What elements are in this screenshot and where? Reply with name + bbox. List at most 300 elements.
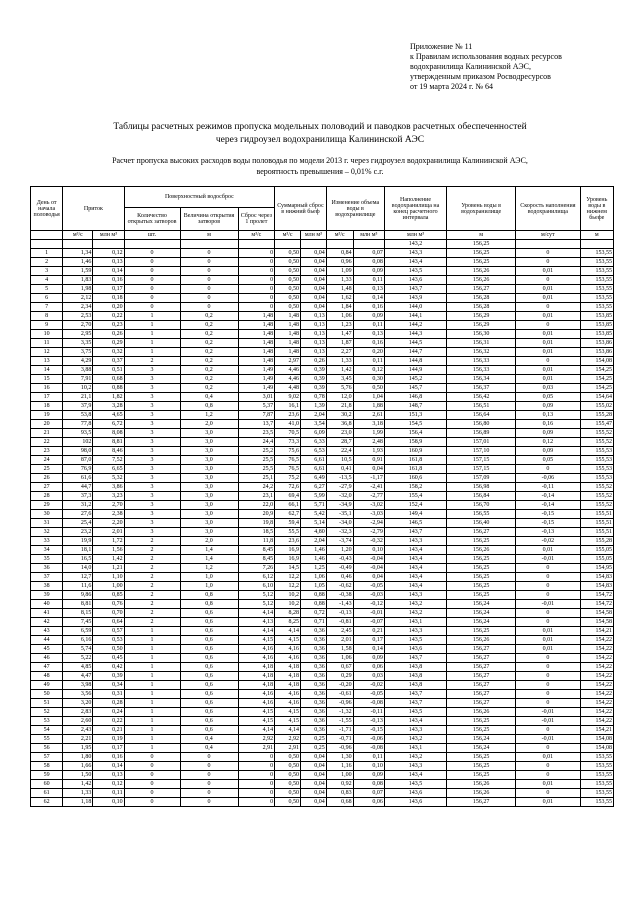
- table-cell: 25,4: [63, 519, 93, 528]
- table-cell: 154,21: [580, 627, 613, 636]
- table-cell: 2,91: [238, 744, 275, 753]
- table-cell: -0,13: [516, 528, 581, 537]
- table-cell: 66,1: [275, 501, 301, 510]
- table-cell: 3: [124, 393, 180, 402]
- table-cell: 1,42: [326, 366, 353, 375]
- table-cell: 0,21: [93, 726, 124, 735]
- table-cell: 8: [31, 312, 63, 321]
- table-cell: 98,0: [63, 447, 93, 456]
- table-cell: 0: [238, 762, 275, 771]
- table-cell: 1,50: [63, 771, 93, 780]
- table-cell: 0,6: [180, 690, 238, 699]
- table-cell: 1,48: [238, 312, 275, 321]
- table-cell: 0,67: [326, 663, 353, 672]
- table-cell: 0: [516, 465, 581, 474]
- table-cell: 0,07: [353, 249, 384, 258]
- table-cell: 1,48: [275, 312, 301, 321]
- table-cell: 1,48: [275, 339, 301, 348]
- table-cell: -0,96: [326, 699, 353, 708]
- table-cell: 0,6: [180, 672, 238, 681]
- table-cell: 0: [180, 780, 238, 789]
- header-tail-level: Уровень воды в нижнем бьефе: [580, 187, 613, 231]
- table-cell: 143,3: [384, 537, 446, 546]
- table-cell: 4,18: [238, 672, 275, 681]
- table-cell: 0: [180, 789, 238, 798]
- table-cell: 0: [516, 663, 581, 672]
- table-cell: 10,5: [326, 456, 353, 465]
- table-cell: 153,86: [580, 339, 613, 348]
- table-cell: 3: [124, 528, 180, 537]
- table-cell: 1,0: [180, 582, 238, 591]
- header-spillway: Поверхностный водосброс: [124, 187, 275, 208]
- table-cell: 5,32: [93, 474, 124, 483]
- table-cell: 145,2: [384, 375, 446, 384]
- table-cell: 0: [180, 249, 238, 258]
- table-cell: 4,14: [238, 609, 275, 618]
- table-cell: 25,2: [238, 447, 275, 456]
- table-cell: 0,6: [180, 636, 238, 645]
- table-cell: -0,01: [516, 555, 581, 564]
- table-cell: 5,12: [238, 600, 275, 609]
- table-cell: 143,2: [384, 735, 446, 744]
- table-cell: 1,95: [63, 744, 93, 753]
- table-cell: 40: [31, 600, 63, 609]
- table-cell: 2,48: [353, 438, 384, 447]
- table-cell: 0: [124, 276, 180, 285]
- table-cell: 0,36: [300, 690, 326, 699]
- table-cell: 156,26: [447, 546, 516, 555]
- table-cell: 0,39: [300, 384, 326, 393]
- table-cell: 2,91: [275, 744, 301, 753]
- table-cell: 0,01: [516, 348, 581, 357]
- table-cell: 10,2: [275, 591, 301, 600]
- table-cell: 144,5: [384, 339, 446, 348]
- table-cell: 0,68: [93, 375, 124, 384]
- table-cell: 156,98: [447, 483, 516, 492]
- table-cell: 156,25: [447, 771, 516, 780]
- table-cell: 156,25: [447, 762, 516, 771]
- table-cell: 23,6: [275, 537, 301, 546]
- table-cell: 46: [31, 654, 63, 663]
- table-cell: 3: [31, 267, 63, 276]
- table-cell: 0,20: [353, 348, 384, 357]
- table-row: [31, 267, 614, 276]
- table-cell: 19: [31, 411, 63, 420]
- table-cell: 153,55: [580, 294, 613, 303]
- table-cell: 1,04: [353, 393, 384, 402]
- table-cell: 3: [124, 411, 180, 420]
- table-cell: 0,09: [516, 402, 581, 411]
- table-cell: 1,23: [326, 321, 353, 330]
- header-gate-opening: Величина открытия затворов: [180, 208, 238, 231]
- table-cell: 0,2: [180, 339, 238, 348]
- table-cell: 0,50: [275, 258, 301, 267]
- table-cell: 155,53: [580, 456, 613, 465]
- table-cell: 155,52: [580, 492, 613, 501]
- table-cell: 0,09: [353, 267, 384, 276]
- table-cell: 156,24: [447, 609, 516, 618]
- table-cell: 1,84: [326, 303, 353, 312]
- table-cell: 22: [31, 438, 63, 447]
- table-cell: 1,49: [238, 366, 275, 375]
- table-cell: 0,01: [516, 312, 581, 321]
- table-cell: 1,06: [300, 573, 326, 582]
- table-cell: 9,86: [63, 591, 93, 600]
- appendix-line: утвержденным приказом Росводресурсов: [410, 72, 551, 81]
- table-cell: 2: [124, 573, 180, 582]
- table-cell: 0,6: [180, 681, 238, 690]
- table-cell: -0,05: [353, 582, 384, 591]
- table-cell: 0: [516, 591, 581, 600]
- table-cell: 0: [516, 726, 581, 735]
- table-cell: 39: [31, 591, 63, 600]
- table-cell: 4,16: [275, 654, 301, 663]
- table-cell: 3,0: [180, 519, 238, 528]
- table-cell: -0,96: [326, 744, 353, 753]
- table-cell: 27: [31, 483, 63, 492]
- table-cell: 1: [124, 312, 180, 321]
- table-cell: 154,22: [580, 672, 613, 681]
- table-cell: 75,6: [275, 447, 301, 456]
- unit-cell: м: [580, 231, 613, 240]
- table-cell: 7,91: [63, 375, 93, 384]
- table-cell: 0,01: [516, 798, 581, 807]
- table-cell: 16,9: [275, 546, 301, 555]
- table-cell: 161,8: [384, 465, 446, 474]
- table-cell: 0,09: [353, 654, 384, 663]
- table-cell: 156,25: [447, 564, 516, 573]
- table-cell: 2,92: [238, 735, 275, 744]
- table-cell: 156,80: [447, 420, 516, 429]
- unit-cell: м³/с: [275, 231, 301, 240]
- table-cell: 7,45: [63, 618, 93, 627]
- table-cell: 0,41: [326, 465, 353, 474]
- table-cell: 1: [124, 339, 180, 348]
- table-cell: 42: [31, 618, 63, 627]
- table-cell: 27,6: [63, 510, 93, 519]
- table-cell: 0,01: [516, 366, 581, 375]
- table-cell: 1: [124, 708, 180, 717]
- table-cell: 2,43: [63, 726, 93, 735]
- table-cell: 143,5: [384, 636, 446, 645]
- table-cell: 0,51: [93, 366, 124, 375]
- table-cell: 1: [124, 690, 180, 699]
- table-cell: 3,0: [180, 447, 238, 456]
- table-cell: 0: [516, 618, 581, 627]
- table-cell: 0,04: [300, 267, 326, 276]
- table-cell: 3,75: [63, 348, 93, 357]
- table-row: [31, 537, 614, 546]
- unit-cell: м³/с: [63, 231, 93, 240]
- table-cell: 1,48: [275, 330, 301, 339]
- table-cell: 3: [124, 420, 180, 429]
- table-cell: 1,09: [326, 267, 353, 276]
- table-cell: 0,09: [353, 312, 384, 321]
- table-cell: 3: [124, 483, 180, 492]
- table-cell: 12,7: [63, 573, 93, 582]
- table-cell: 1,33: [326, 357, 353, 366]
- table-cell: 76,5: [275, 456, 301, 465]
- table-cell: 6: [31, 294, 63, 303]
- table-cell: 2,27: [326, 348, 353, 357]
- table-cell: 43: [31, 627, 63, 636]
- table-cell: 75,2: [275, 474, 301, 483]
- table-cell: -0,13: [326, 609, 353, 618]
- table-cell: 8,45: [238, 555, 275, 564]
- table-cell: 21,8: [326, 402, 353, 411]
- table-cell: 156,24: [447, 600, 516, 609]
- table-cell: 4,16: [238, 699, 275, 708]
- unit-cell: м³/с: [238, 231, 275, 240]
- table-cell: 153,55: [580, 753, 613, 762]
- table-cell: 6,72: [93, 420, 124, 429]
- table-cell: 1,49: [238, 375, 275, 384]
- table-cell: 23,2: [63, 528, 93, 537]
- table-cell: 0,6: [180, 645, 238, 654]
- table-cell: 1,0: [180, 573, 238, 582]
- table-cell: 153,86: [580, 348, 613, 357]
- table-cell: 3,54: [300, 420, 326, 429]
- table-cell: [238, 240, 275, 249]
- table-cell: 143,5: [384, 708, 446, 717]
- table-cell: -0,01: [353, 609, 384, 618]
- table-cell: 4,18: [275, 672, 301, 681]
- table-cell: 1,30: [326, 753, 353, 762]
- table-cell: 2,70: [93, 501, 124, 510]
- table-cell: 4,46: [275, 375, 301, 384]
- table-cell: 0: [516, 609, 581, 618]
- table-cell: -0,08: [353, 744, 384, 753]
- table-cell: 0,30: [353, 375, 384, 384]
- table-cell: 3: [124, 501, 180, 510]
- table-cell: 154,83: [580, 573, 613, 582]
- table-row: [31, 519, 614, 528]
- table-cell: 0,13: [516, 411, 581, 420]
- table-cell: 3: [124, 456, 180, 465]
- table-cell: 143,5: [384, 267, 446, 276]
- table-cell: 6,59: [63, 627, 93, 636]
- table-cell: 1,42: [93, 555, 124, 564]
- table-cell: 0: [124, 771, 180, 780]
- table-cell: 143,8: [384, 663, 446, 672]
- table-cell: 153,55: [580, 762, 613, 771]
- table-cell: 36: [31, 564, 63, 573]
- table-cell: 3,0: [180, 492, 238, 501]
- unit-cell: млн м³: [300, 231, 326, 240]
- table-cell: 0,4: [180, 393, 238, 402]
- table-cell: 149,4: [384, 510, 446, 519]
- table-cell: 0,01: [516, 753, 581, 762]
- table-cell: 0: [516, 582, 581, 591]
- table-cell: 156,28: [447, 303, 516, 312]
- table-cell: 0: [516, 744, 581, 753]
- table-cell: 76,9: [63, 465, 93, 474]
- table-cell: -32,3: [326, 528, 353, 537]
- table-cell: 153,55: [580, 303, 613, 312]
- table-cell: 0,50: [275, 780, 301, 789]
- table-cell: 156,31: [447, 339, 516, 348]
- table-cell: 0,04: [300, 303, 326, 312]
- table-cell: 7,87: [238, 411, 275, 420]
- table-cell: 28: [31, 492, 63, 501]
- table-cell: 153,85: [580, 312, 613, 321]
- table-cell: 154,22: [580, 690, 613, 699]
- table-cell: 154,22: [580, 681, 613, 690]
- table-cell: 154,25: [580, 384, 613, 393]
- unit-cell: шт.: [124, 231, 180, 240]
- table-cell: 49: [31, 681, 63, 690]
- table-cell: 2,45: [326, 627, 353, 636]
- table-cell: 37,9: [63, 402, 93, 411]
- table-cell: 156,27: [447, 645, 516, 654]
- table-body: [31, 240, 614, 807]
- table-cell: 1,21: [93, 564, 124, 573]
- table-cell: 157,15: [447, 456, 516, 465]
- table-cell: 50: [31, 690, 63, 699]
- table-cell: 156,25: [447, 627, 516, 636]
- table-cell: 59,4: [275, 519, 301, 528]
- table-cell: 144,3: [384, 330, 446, 339]
- table-cell: 1,48: [275, 348, 301, 357]
- table-cell: 156,26: [447, 708, 516, 717]
- table-cell: 144,8: [384, 357, 446, 366]
- table-cell: 72,6: [275, 483, 301, 492]
- unit-cell: млн м³: [384, 231, 446, 240]
- table-cell: 0,25: [300, 744, 326, 753]
- table-cell: 0,05: [516, 456, 581, 465]
- table-cell: 0,08: [353, 780, 384, 789]
- table-cell: -35,1: [326, 510, 353, 519]
- table-cell: 2: [124, 600, 180, 609]
- table-row: [31, 339, 614, 348]
- table-cell: 2: [124, 537, 180, 546]
- table-cell: 55: [31, 735, 63, 744]
- table-cell: 2,20: [93, 519, 124, 528]
- table-cell: 154,5: [384, 420, 446, 429]
- table-cell: 0,01: [516, 546, 581, 555]
- table-cell: 0,36: [300, 627, 326, 636]
- table-cell: 0,53: [93, 636, 124, 645]
- table-cell: 0,4: [180, 744, 238, 753]
- table-cell: 143,2: [384, 240, 446, 249]
- table-cell: 0,21: [353, 627, 384, 636]
- table-cell: 0,16: [516, 420, 581, 429]
- table-cell: 0: [238, 303, 275, 312]
- table-cell: 0: [124, 258, 180, 267]
- table-cell: 14: [31, 366, 63, 375]
- table-cell: 156,32: [447, 348, 516, 357]
- table-cell: 3: [124, 447, 180, 456]
- table-cell: -2,79: [353, 528, 384, 537]
- table-cell: 0,50: [275, 285, 301, 294]
- table-cell: -0,04: [353, 564, 384, 573]
- table-cell: [275, 240, 301, 249]
- table-cell: 0,13: [300, 330, 326, 339]
- table-cell: 0: [516, 249, 581, 258]
- table-cell: 0,29: [93, 339, 124, 348]
- table-cell: 4,65: [93, 411, 124, 420]
- table-cell: 0: [124, 303, 180, 312]
- table-row: [31, 420, 614, 429]
- table-cell: 8,08: [93, 429, 124, 438]
- table-cell: 25: [31, 465, 63, 474]
- table-cell: 156,29: [447, 312, 516, 321]
- table-cell: 4,13: [238, 618, 275, 627]
- table-cell: 0,50: [275, 267, 301, 276]
- table-cell: 1,48: [326, 285, 353, 294]
- table-cell: 4,85: [63, 663, 93, 672]
- table-cell: 0,71: [300, 618, 326, 627]
- table-cell: 156,40: [447, 519, 516, 528]
- table-cell: 1,56: [93, 546, 124, 555]
- table-row: [31, 555, 614, 564]
- table-cell: 155,52: [580, 483, 613, 492]
- table-cell: 0,6: [180, 726, 238, 735]
- table-cell: 3: [124, 384, 180, 393]
- table-cell: 2,95: [63, 330, 93, 339]
- table-cell: 0: [180, 303, 238, 312]
- table-cell: 0,26: [300, 357, 326, 366]
- table-row: [31, 654, 614, 663]
- table-cell: 0,88: [300, 600, 326, 609]
- table-cell: 55,5: [275, 528, 301, 537]
- table-cell: 0,01: [516, 285, 581, 294]
- unit-cell: м/сут: [516, 231, 581, 240]
- table-cell: [31, 240, 63, 249]
- table-cell: 0,12: [93, 249, 124, 258]
- table-cell: 6,61: [300, 456, 326, 465]
- table-cell: 0,36: [300, 726, 326, 735]
- table-cell: 0: [238, 267, 275, 276]
- table-cell: 0,70: [93, 609, 124, 618]
- table-cell: 30,2: [326, 411, 353, 420]
- table-cell: 4,16: [275, 690, 301, 699]
- table-cell: 143,4: [384, 582, 446, 591]
- unit-cell: м: [180, 231, 238, 240]
- table-cell: 2,01: [93, 528, 124, 537]
- table-cell: 155,47: [580, 420, 613, 429]
- table-cell: 1,48: [238, 321, 275, 330]
- table-cell: 0,36: [300, 681, 326, 690]
- table-cell: 3,28: [93, 402, 124, 411]
- table-cell: 146,5: [384, 519, 446, 528]
- table-cell: 3,0: [180, 510, 238, 519]
- table-cell: 2,92: [275, 735, 301, 744]
- table-cell: -0,14: [516, 492, 581, 501]
- table-cell: 3,35: [63, 339, 93, 348]
- table-cell: 0,39: [93, 672, 124, 681]
- table-cell: -0,15: [353, 726, 384, 735]
- table-cell: 0,57: [93, 627, 124, 636]
- table-cell: 25,5: [238, 456, 275, 465]
- table-cell: 143,8: [384, 672, 446, 681]
- table-cell: 143,4: [384, 573, 446, 582]
- table-cell: 54: [31, 726, 63, 735]
- table-cell: 143,3: [384, 591, 446, 600]
- table-cell: -0,15: [516, 510, 581, 519]
- table-cell: 153,55: [580, 267, 613, 276]
- table-cell: 0,11: [353, 321, 384, 330]
- table-row: [31, 663, 614, 672]
- table-cell: 2,0: [180, 420, 238, 429]
- table-cell: 4,14: [238, 726, 275, 735]
- table-row: [31, 366, 614, 375]
- table-cell: 1,98: [63, 285, 93, 294]
- table-cell: 0: [516, 276, 581, 285]
- table-cell: 0,12: [353, 366, 384, 375]
- table-cell: 1,58: [326, 645, 353, 654]
- table-cell: 1,49: [238, 384, 275, 393]
